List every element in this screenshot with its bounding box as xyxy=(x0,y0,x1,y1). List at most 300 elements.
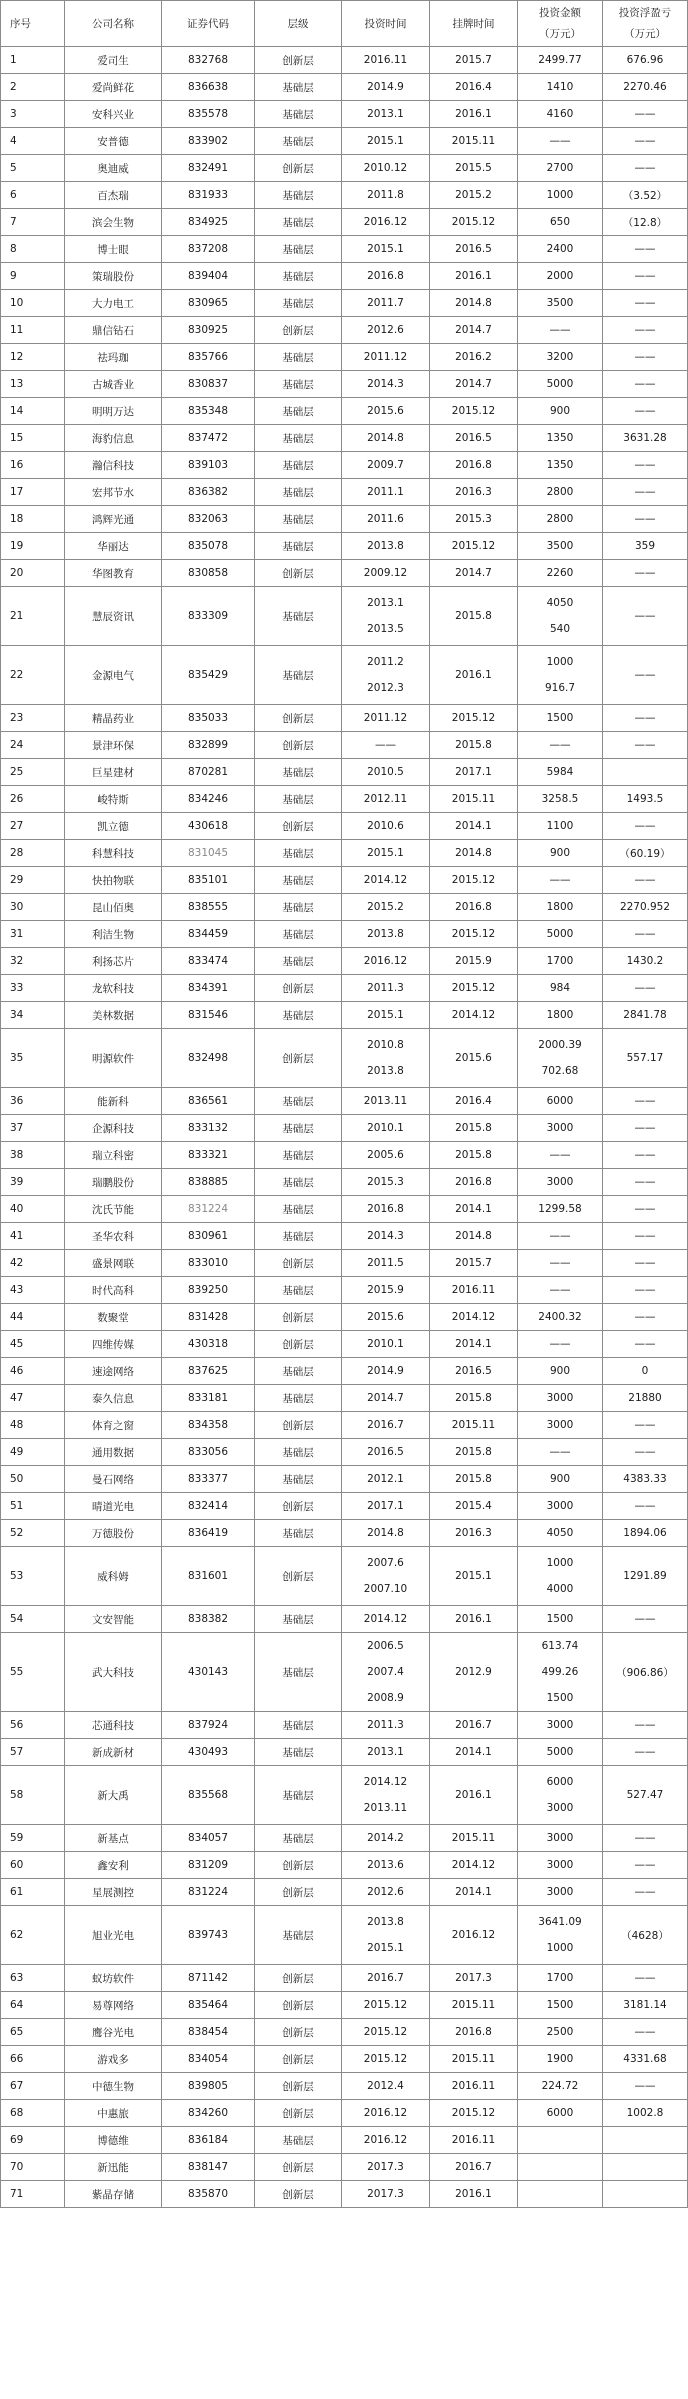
listing-date-cell: 2016.8 xyxy=(430,2019,518,2046)
listing-date-cell: 2015.11 xyxy=(430,1412,518,1439)
invest-amount-line: 1299.58 xyxy=(538,1203,582,1215)
security-code-cell: 834054 xyxy=(162,2046,255,2073)
listing-date-cell: 2016.1 xyxy=(430,2181,518,2208)
listing-date-cell: 2016.11 xyxy=(430,2127,518,2154)
listing-date-cell: 2014.1 xyxy=(430,1196,518,1223)
row-number-cell: 14 xyxy=(1,398,65,425)
row-number-cell: 60 xyxy=(1,1852,65,1879)
row-number-cell: 58 xyxy=(1,1766,65,1825)
invest-pnl-cell: （60.19） xyxy=(603,840,688,867)
table-row xyxy=(1,371,688,398)
invest-amount-cell xyxy=(518,560,603,587)
invest-pnl-cell: —— xyxy=(603,317,688,344)
company-name-cell: 易尊网络 xyxy=(65,1992,162,2019)
invest-date-line: 2015.12 xyxy=(363,1999,408,2011)
tier-cell: 创新层 xyxy=(255,317,342,344)
invest-amount-cell xyxy=(518,2181,603,2208)
company-name-cell: 新成新材 xyxy=(65,1739,162,1766)
invest-amount-cell xyxy=(518,236,603,263)
security-code-cell: 835078 xyxy=(162,533,255,560)
row-number-cell: 5 xyxy=(1,155,65,182)
invest-pnl-cell: —— xyxy=(603,1493,688,1520)
invest-date-line: 2016.12 xyxy=(363,955,408,967)
security-code-cell: 833181 xyxy=(162,1385,255,1412)
security-code-cell: 831045 xyxy=(162,840,255,867)
company-name-cell: 数聚堂 xyxy=(65,1304,162,1331)
invest-amount-cell xyxy=(518,1547,603,1606)
invest-amount-cell xyxy=(518,2127,603,2154)
company-name-cell: 武大科技 xyxy=(65,1633,162,1712)
tier-cell: 基础层 xyxy=(255,948,342,975)
invest-pnl-cell: —— xyxy=(603,2019,688,2046)
listing-date-cell: 2016.1 xyxy=(430,263,518,290)
row-number-cell: 16 xyxy=(1,452,65,479)
listing-date-cell: 2015.8 xyxy=(430,1466,518,1493)
table-row xyxy=(1,2181,688,2208)
invest-amount-line: 1350 xyxy=(546,459,574,471)
invest-date-line: 2014.12 xyxy=(363,1613,408,1625)
security-code-cell: 835429 xyxy=(162,646,255,705)
invest-date-cell xyxy=(342,1520,430,1547)
invest-amount-line: 3000 xyxy=(546,1802,574,1814)
tier-cell: 基础层 xyxy=(255,1825,342,1852)
invest-date-line: 2014.2 xyxy=(367,1832,404,1844)
table-row xyxy=(1,1196,688,1223)
company-name-cell: 新大禹 xyxy=(65,1766,162,1825)
invest-amount-line: 5000 xyxy=(546,1746,574,1758)
invest-amount-line: 2400 xyxy=(546,243,574,255)
security-code-cell: 839743 xyxy=(162,1906,255,1965)
tier-cell: 创新层 xyxy=(255,1029,342,1088)
invest-date-cell xyxy=(342,1142,430,1169)
invest-amount-cell xyxy=(518,47,603,74)
row-number-cell: 15 xyxy=(1,425,65,452)
invest-date-line: 2010.1 xyxy=(367,1338,404,1350)
invest-date-line: 2014.8 xyxy=(367,432,404,444)
row-number-cell: 55 xyxy=(1,1633,65,1712)
invest-amount-line: 1000 xyxy=(546,1557,574,1569)
header-invest-date: 投资时间 xyxy=(342,1,430,47)
invest-amount-cell xyxy=(518,344,603,371)
invest-amount-line: 984 xyxy=(549,982,571,994)
invest-amount-line: 2700 xyxy=(546,162,574,174)
company-name-cell: 芯通科技 xyxy=(65,1712,162,1739)
table-row xyxy=(1,1029,688,1088)
invest-amount-cell xyxy=(518,894,603,921)
invest-pnl-cell: —— xyxy=(603,705,688,732)
row-number-cell: 34 xyxy=(1,1002,65,1029)
invest-amount-line: 3641.09 xyxy=(538,1916,582,1928)
tier-cell: 基础层 xyxy=(255,182,342,209)
invest-date-line: 2015.6 xyxy=(367,405,404,417)
invest-amount-cell xyxy=(518,2100,603,2127)
invest-pnl-cell: —— xyxy=(603,921,688,948)
invest-pnl-cell: —— xyxy=(603,155,688,182)
invest-date-line: 2014.9 xyxy=(367,1365,404,1377)
security-code-cell: 832899 xyxy=(162,732,255,759)
table-row xyxy=(1,2154,688,2181)
listing-date-cell: 2016.8 xyxy=(430,894,518,921)
security-code-cell: 838147 xyxy=(162,2154,255,2181)
table-row xyxy=(1,47,688,74)
invest-pnl-cell: —— xyxy=(603,1606,688,1633)
table-row xyxy=(1,921,688,948)
invest-amount-cell xyxy=(518,1739,603,1766)
security-code-cell: 832768 xyxy=(162,47,255,74)
tier-cell: 基础层 xyxy=(255,1712,342,1739)
invest-amount-line: 1500 xyxy=(546,1692,574,1704)
security-code-cell: 834459 xyxy=(162,921,255,948)
invest-date-line: 2012.3 xyxy=(367,682,404,694)
invest-pnl-cell: 676.96 xyxy=(603,47,688,74)
invest-amount-line: 3500 xyxy=(546,540,574,552)
invest-pnl-cell: —— xyxy=(603,867,688,894)
security-code-cell: 430318 xyxy=(162,1331,255,1358)
invest-pnl-cell: 3631.28 xyxy=(603,425,688,452)
invest-date-line: 2013.8 xyxy=(367,928,404,940)
security-code-cell: 836184 xyxy=(162,2127,255,2154)
company-name-cell: 峻特斯 xyxy=(65,786,162,813)
row-number-cell: 67 xyxy=(1,2073,65,2100)
company-name-cell: 中惠旅 xyxy=(65,2100,162,2127)
invest-pnl-cell: —— xyxy=(603,1879,688,1906)
invest-date-line: 2006.5 xyxy=(367,1640,404,1652)
listing-date-cell: 2016.8 xyxy=(430,1169,518,1196)
invest-amount-cell xyxy=(518,948,603,975)
invest-date-line: 2011.3 xyxy=(367,1719,404,1731)
header-no: 序号 xyxy=(1,1,65,47)
company-name-cell: 美林数据 xyxy=(65,1002,162,1029)
invest-date-cell xyxy=(342,479,430,506)
header-tier: 层级 xyxy=(255,1,342,47)
security-code-cell: 832498 xyxy=(162,1029,255,1088)
table-row xyxy=(1,2127,688,2154)
invest-amount-cell xyxy=(518,587,603,646)
invest-amount-line: —— xyxy=(549,1230,571,1242)
security-code-cell: 838555 xyxy=(162,894,255,921)
invest-date-line: 2013.5 xyxy=(367,623,404,635)
table-row xyxy=(1,1331,688,1358)
invest-date-line: 2015.1 xyxy=(367,1942,404,1954)
listing-date-cell: 2015.8 xyxy=(430,732,518,759)
tier-cell: 基础层 xyxy=(255,1196,342,1223)
invest-amount-line: 3000 xyxy=(546,1122,574,1134)
tier-cell: 创新层 xyxy=(255,1250,342,1277)
invest-pnl-cell: —— xyxy=(603,263,688,290)
invest-date-line: 2014.7 xyxy=(367,1392,404,1404)
invest-pnl-cell: —— xyxy=(603,344,688,371)
company-name-cell: 企源科技 xyxy=(65,1115,162,1142)
invest-amount-cell xyxy=(518,101,603,128)
invest-amount-cell xyxy=(518,1439,603,1466)
invest-amount-line: 1500 xyxy=(546,712,574,724)
table-row xyxy=(1,2073,688,2100)
table-row xyxy=(1,1633,688,1712)
invest-pnl-cell: 1894.06 xyxy=(603,1520,688,1547)
listing-date-cell: 2015.8 xyxy=(430,587,518,646)
table-row xyxy=(1,1115,688,1142)
company-name-cell: 滨会生物 xyxy=(65,209,162,236)
invest-amount-cell xyxy=(518,1825,603,1852)
tier-cell: 创新层 xyxy=(255,1304,342,1331)
invest-date-line: 2013.8 xyxy=(367,540,404,552)
invest-amount-line: 224.72 xyxy=(541,2080,579,2092)
tier-cell: 基础层 xyxy=(255,2127,342,2154)
invest-date-cell xyxy=(342,1906,430,1965)
invest-pnl-cell: 1291.89 xyxy=(603,1547,688,1606)
invest-date-line: 2016.12 xyxy=(363,216,408,228)
invest-date-cell xyxy=(342,2073,430,2100)
invest-date-line: 2014.12 xyxy=(363,874,408,886)
invest-date-cell xyxy=(342,344,430,371)
invest-amount-line: 3000 xyxy=(546,1419,574,1431)
invest-amount-line: 2500 xyxy=(546,2026,574,2038)
table-row xyxy=(1,1466,688,1493)
company-name-cell: 鑫安利 xyxy=(65,1852,162,1879)
invest-amount-cell xyxy=(518,1712,603,1739)
table-row xyxy=(1,894,688,921)
invest-date-line: 2013.8 xyxy=(367,1916,404,1928)
listing-date-cell: 2016.1 xyxy=(430,1766,518,1825)
invest-pnl-cell: 2270.46 xyxy=(603,74,688,101)
tier-cell: 基础层 xyxy=(255,1906,342,1965)
table-row xyxy=(1,182,688,209)
listing-date-cell: 2016.4 xyxy=(430,74,518,101)
security-code-cell: 833377 xyxy=(162,1466,255,1493)
listing-date-cell: 2014.1 xyxy=(430,1739,518,1766)
tier-cell: 基础层 xyxy=(255,263,342,290)
table-row xyxy=(1,1766,688,1825)
security-code-cell: 871142 xyxy=(162,1965,255,1992)
invest-date-line: 2015.2 xyxy=(367,901,404,913)
security-code-cell: 837625 xyxy=(162,1358,255,1385)
invest-date-cell xyxy=(342,1358,430,1385)
company-name-cell: 游戏多 xyxy=(65,2046,162,2073)
row-number-cell: 62 xyxy=(1,1906,65,1965)
invest-pnl-cell: —— xyxy=(603,1142,688,1169)
security-code-cell: 430493 xyxy=(162,1739,255,1766)
invest-pnl-cell: （906.86） xyxy=(603,1633,688,1712)
security-code-cell: 839404 xyxy=(162,263,255,290)
invest-pnl-cell xyxy=(603,2127,688,2154)
table-row xyxy=(1,1358,688,1385)
table-row xyxy=(1,290,688,317)
company-name-cell: 鼎信钻石 xyxy=(65,317,162,344)
invest-pnl-cell: 1430.2 xyxy=(603,948,688,975)
invest-date-cell xyxy=(342,2019,430,2046)
row-number-cell: 28 xyxy=(1,840,65,867)
invest-amount-cell xyxy=(518,1250,603,1277)
invest-date-line: 2017.1 xyxy=(367,1500,404,1512)
invest-amount-cell xyxy=(518,975,603,1002)
table-row xyxy=(1,1906,688,1965)
security-code-cell: 833010 xyxy=(162,1250,255,1277)
invest-date-cell xyxy=(342,1712,430,1739)
invest-amount-cell xyxy=(518,398,603,425)
invest-amount-cell xyxy=(518,705,603,732)
invest-amount-cell xyxy=(518,1466,603,1493)
invest-amount-line: 1500 xyxy=(546,1999,574,2011)
listing-date-cell: 2016.3 xyxy=(430,1520,518,1547)
company-name-cell: 巨星建材 xyxy=(65,759,162,786)
invest-pnl-cell: 4331.68 xyxy=(603,2046,688,2073)
invest-date-line: 2016.7 xyxy=(367,1972,404,1984)
listing-date-cell: 2015.12 xyxy=(430,2100,518,2127)
row-number-cell: 40 xyxy=(1,1196,65,1223)
invest-date-cell xyxy=(342,646,430,705)
invest-date-cell xyxy=(342,290,430,317)
invest-pnl-cell: —— xyxy=(603,813,688,840)
listing-date-cell: 2014.1 xyxy=(430,813,518,840)
listing-date-cell: 2014.7 xyxy=(430,371,518,398)
invest-pnl-cell: 1493.5 xyxy=(603,786,688,813)
tier-cell: 基础层 xyxy=(255,1142,342,1169)
invest-pnl-cell: —— xyxy=(603,479,688,506)
security-code-cell: 833309 xyxy=(162,587,255,646)
invest-amount-cell xyxy=(518,209,603,236)
table-row xyxy=(1,425,688,452)
tier-cell: 基础层 xyxy=(255,1223,342,1250)
table-row xyxy=(1,2046,688,2073)
invest-pnl-cell: —— xyxy=(603,1965,688,1992)
invest-amount-line: 1000 xyxy=(546,189,574,201)
invest-date-line: 2015.9 xyxy=(367,1284,404,1296)
invest-date-line: 2015.1 xyxy=(367,243,404,255)
invest-date-line: 2015.3 xyxy=(367,1176,404,1188)
company-name-cell: 威科姆 xyxy=(65,1547,162,1606)
security-code-cell: 870281 xyxy=(162,759,255,786)
invest-pnl-cell: 2841.78 xyxy=(603,1002,688,1029)
invest-amount-cell xyxy=(518,155,603,182)
company-name-cell: 昆山佰奥 xyxy=(65,894,162,921)
invest-date-cell xyxy=(342,867,430,894)
invest-pnl-cell: —— xyxy=(603,1825,688,1852)
row-number-cell: 23 xyxy=(1,705,65,732)
security-code-cell: 833321 xyxy=(162,1142,255,1169)
row-number-cell: 29 xyxy=(1,867,65,894)
tier-cell: 基础层 xyxy=(255,894,342,921)
invest-amount-line: 1000 xyxy=(546,1942,574,1954)
table-row xyxy=(1,1825,688,1852)
security-code-cell: 830961 xyxy=(162,1223,255,1250)
row-number-cell: 20 xyxy=(1,560,65,587)
invest-amount-line: 1100 xyxy=(546,820,574,832)
invest-date-cell xyxy=(342,705,430,732)
invest-amount-line: 5984 xyxy=(546,766,574,778)
security-code-cell: 832414 xyxy=(162,1493,255,1520)
invest-date-cell xyxy=(342,840,430,867)
invest-date-cell xyxy=(342,786,430,813)
row-number-cell: 31 xyxy=(1,921,65,948)
invest-pnl-cell: —— xyxy=(603,452,688,479)
row-number-cell: 11 xyxy=(1,317,65,344)
tier-cell: 创新层 xyxy=(255,732,342,759)
tier-cell: 基础层 xyxy=(255,533,342,560)
security-code-cell: 835464 xyxy=(162,1992,255,2019)
invest-pnl-cell: 0 xyxy=(603,1358,688,1385)
row-number-cell: 13 xyxy=(1,371,65,398)
invest-date-cell xyxy=(342,452,430,479)
invest-date-cell xyxy=(342,128,430,155)
invest-date-line: 2016.12 xyxy=(363,2134,408,2146)
tier-cell: 创新层 xyxy=(255,155,342,182)
company-name-cell: 鸿辉光通 xyxy=(65,506,162,533)
row-number-cell: 8 xyxy=(1,236,65,263)
security-code-cell: 833474 xyxy=(162,948,255,975)
invest-amount-line: 1800 xyxy=(546,901,574,913)
invest-date-cell xyxy=(342,263,430,290)
table-row xyxy=(1,1169,688,1196)
invest-amount-cell xyxy=(518,2046,603,2073)
company-name-cell: 百杰瑞 xyxy=(65,182,162,209)
security-code-cell: 832491 xyxy=(162,155,255,182)
invest-date-cell xyxy=(342,2181,430,2208)
invest-date-line: 2017.3 xyxy=(367,2188,404,2200)
invest-date-cell xyxy=(342,236,430,263)
invest-pnl-cell: —— xyxy=(603,1115,688,1142)
tier-cell: 基础层 xyxy=(255,398,342,425)
invest-pnl-cell: —— xyxy=(603,1852,688,1879)
row-number-cell: 6 xyxy=(1,182,65,209)
invest-pnl-cell: —— xyxy=(603,1196,688,1223)
invest-date-line: 2009.12 xyxy=(363,567,408,579)
table-row xyxy=(1,1223,688,1250)
row-number-cell: 17 xyxy=(1,479,65,506)
security-code-cell: 830858 xyxy=(162,560,255,587)
table-row xyxy=(1,1412,688,1439)
tier-cell: 基础层 xyxy=(255,786,342,813)
invest-pnl-cell: —— xyxy=(603,1250,688,1277)
listing-date-cell: 2014.7 xyxy=(430,317,518,344)
tier-cell: 创新层 xyxy=(255,975,342,1002)
invest-date-line: 2005.6 xyxy=(367,1149,404,1161)
company-name-cell: 蚁坊软件 xyxy=(65,1965,162,1992)
table-row xyxy=(1,74,688,101)
security-code-cell: 835568 xyxy=(162,1766,255,1825)
security-code-cell: 833056 xyxy=(162,1439,255,1466)
invest-date-line: 2011.2 xyxy=(367,656,404,668)
company-name-cell: 四维传媒 xyxy=(65,1331,162,1358)
company-name-cell: 明源软件 xyxy=(65,1029,162,1088)
listing-date-cell: 2015.8 xyxy=(430,1115,518,1142)
listing-date-cell: 2015.12 xyxy=(430,867,518,894)
invest-amount-cell xyxy=(518,1029,603,1088)
company-name-cell: 凯立德 xyxy=(65,813,162,840)
security-code-cell: 839250 xyxy=(162,1277,255,1304)
invest-amount-line: 2499.77 xyxy=(538,54,582,66)
invest-date-cell xyxy=(342,1304,430,1331)
company-name-cell: 紫晶存储 xyxy=(65,2181,162,2208)
invest-pnl-cell: 4383.33 xyxy=(603,1466,688,1493)
row-number-cell: 63 xyxy=(1,1965,65,1992)
company-name-cell: 新基点 xyxy=(65,1825,162,1852)
invest-amount-cell xyxy=(518,1223,603,1250)
invest-amount-line: —— xyxy=(549,135,571,147)
row-number-cell: 46 xyxy=(1,1358,65,1385)
security-code-cell: 835101 xyxy=(162,867,255,894)
invest-amount-line: —— xyxy=(549,1257,571,1269)
listing-date-cell: 2015.8 xyxy=(430,1385,518,1412)
listing-date-cell: 2015.12 xyxy=(430,533,518,560)
company-name-cell: 爱尚鲜花 xyxy=(65,74,162,101)
security-code-cell: 830837 xyxy=(162,371,255,398)
table-row xyxy=(1,560,688,587)
invest-amount-line: 540 xyxy=(549,623,571,635)
invest-amount-cell xyxy=(518,317,603,344)
listing-date-cell: 2016.12 xyxy=(430,1906,518,1965)
listing-date-cell: 2014.1 xyxy=(430,1331,518,1358)
listing-date-cell: 2016.5 xyxy=(430,425,518,452)
